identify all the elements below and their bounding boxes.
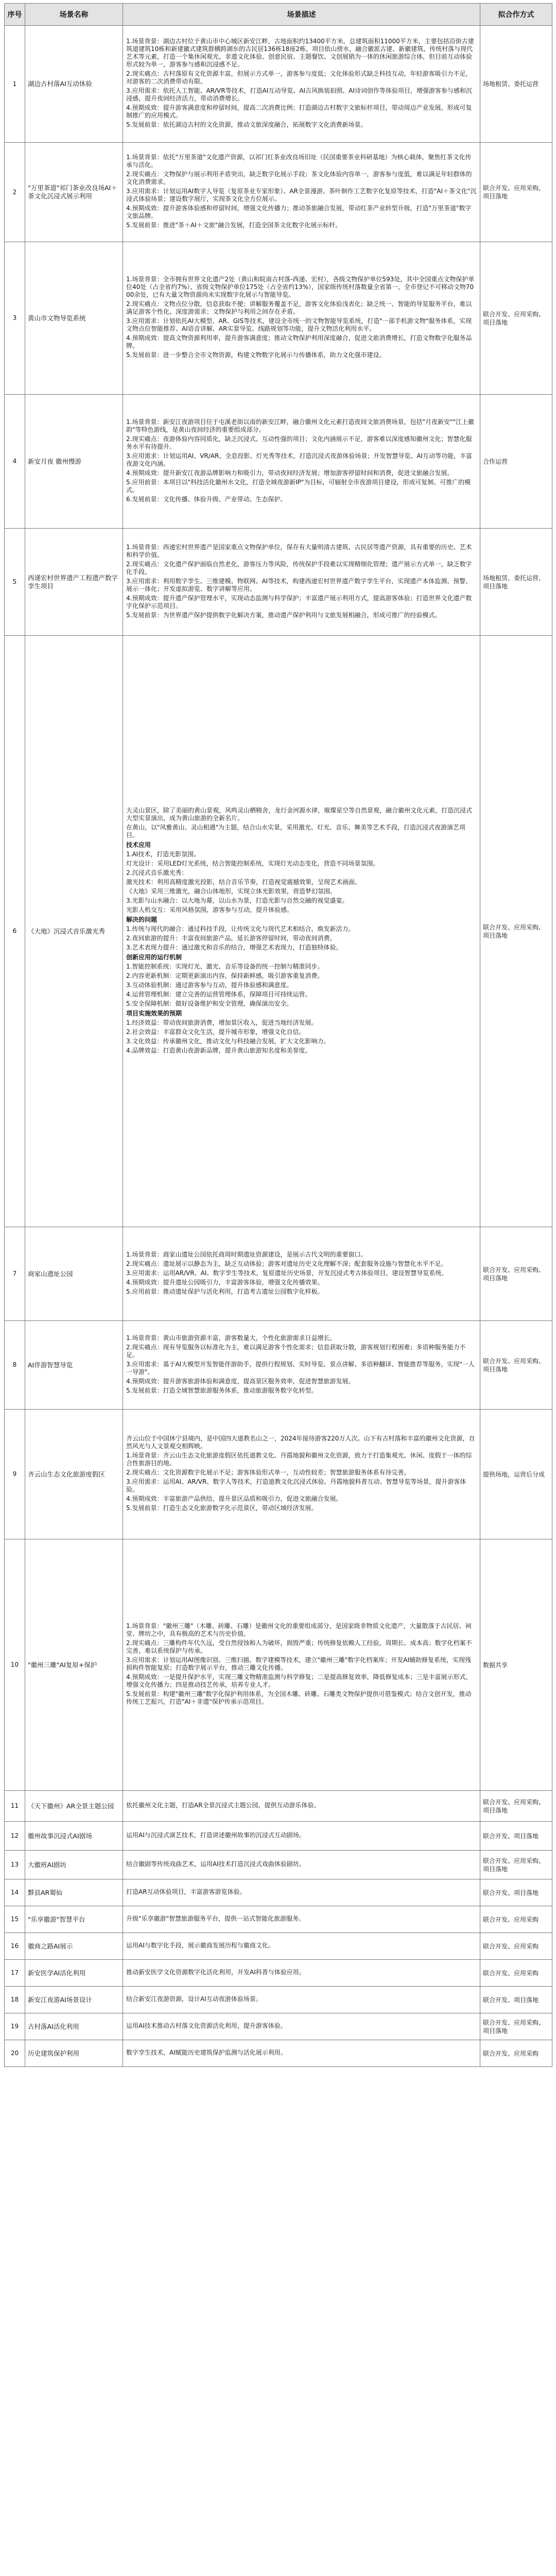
- row-scenario-name: 新安月夜 徽州慢游: [25, 395, 123, 529]
- row-seq: 6: [5, 636, 25, 1227]
- description-paragraph: 推动新安医学文化资源数字化活化利用，开发AI科普与体验应用。: [126, 1968, 305, 1976]
- description-paragraph: 1.场景背景：黄山市旅游资源丰富，游客数量大，个性化旅游需求日益增长。: [126, 1334, 336, 1342]
- header-coop: 拟合作方式: [480, 4, 552, 26]
- scenario-table: [4, 3, 552, 2067]
- description-paragraph: 2.现实痛点：文化遗产保护面临自然老化、游客压力等风险，传统保护手段难以实现精细化管理；遗产展示方式单一，缺乏数字化手段。: [126, 560, 472, 575]
- row-cooperation-mode: 数据共享: [480, 1539, 552, 1791]
- description-paragraph: 结合新安江夜游资源，设计AI互动夜游体验场景。: [126, 1995, 262, 2003]
- description-paragraph: 5.发展前景：构建"徽州三雕"数字化保护利用体系，为全国木雕、砖雕、石雕类文物保护提供可借鉴模式；结合文创开发，推动传统工艺振兴，打造"AI＋非遗"保护传承示范项目。: [126, 1690, 472, 1705]
- description-paragraph: 2.现实痛点：三雕构件年代久远，受自然侵蚀和人为破坏，损毁严重；传统修复依赖人工经验，周期长、成本高；数字化档案不完善，难以系统保护与传承。: [126, 1639, 472, 1654]
- description-paragraph: 4.预期成效：丰富旅游产品供给，提升景区品质和吸引力，促进文旅融合发展。: [126, 1495, 342, 1502]
- row-seq: 13: [5, 1851, 25, 1879]
- description-paragraph: 3.应用需求：利用数字孪生、三维建模、物联网、AI等技术，构建西递宏村世界遗产数字孪生平台，实现遗产本体监测、预警、展示一体化；开发虚拟游览、数字讲解等应用。: [126, 577, 472, 592]
- row-description: [123, 1879, 480, 1906]
- row-description: [123, 1933, 480, 1960]
- description-paragraph: 2.社会效益：丰富群众文化生活，提升城市形象，增强文化自信。: [126, 1028, 305, 1036]
- row-description: [123, 1539, 480, 1791]
- description-paragraph: 打造AR互动体验项目，丰富游客游览体验。: [126, 1888, 246, 1895]
- row-seq: 11: [5, 1791, 25, 1822]
- description-paragraph: 6.发展前景：文化传播、体验升级、产业带动、生态保护。: [126, 495, 287, 503]
- row-seq: 9: [5, 1410, 25, 1539]
- row-description: [123, 1791, 480, 1822]
- row-cooperation-mode: 联合开发、应用采购、项目落地: [480, 1791, 552, 1822]
- description-paragraph: 5.发展前景：依托湖边古村的文化资源，推动文旅深度融合，拓展数字文化消费新场景。: [126, 121, 367, 128]
- description-paragraph: 项目实施效果的预期: [126, 1009, 182, 1017]
- row-seq: 19: [5, 2013, 25, 2040]
- row-seq: 15: [5, 1906, 25, 1933]
- row-description: [123, 1851, 480, 1879]
- description-paragraph: 3.文化效益：传承徽州文化，推动文化与科技融合发展，扩大文化影响力。: [126, 1037, 330, 1045]
- description-paragraph: 2.现实痛点：古村落原有文化资源丰富，但展示方式单一，游客参与度低；文化体验形式缺乏科技互动，年轻游客吸引力不足，对游客的二次消费带动有限。: [126, 70, 472, 85]
- row-scenario-name: 西递宏村世界遗产工程遗产数字孪生项目: [25, 529, 123, 636]
- description-paragraph: 大灵山景区，除了美丽的黄山景观，风鸣灵山栖精舍，龙行金河源水律，璀璨星空等自然景观，融合徽州文化元素，打造沉浸式大型实景演出，成为黄山旅游的全新名片。: [126, 806, 473, 822]
- row-scenario-name: 新安医学AI活化利用: [25, 1960, 123, 1987]
- row-cooperation-mode: 联合开发、应用采购、项目落地: [480, 242, 552, 395]
- description-paragraph: 3.应用需求：计划运用AI、VR/AR、全息投影、灯光秀等技术，打造沉浸式夜游体验场景；开发智慧导览、AI互动等功能，丰富夜游文化内涵。: [126, 452, 473, 467]
- description-paragraph: 1.场景背景：西递宏村世界遗产是国家重点文物保护单位，保存有大量明清古建筑、古民居等遗产资源，具有重要的历史、艺术和科学价值。: [126, 543, 472, 558]
- table-row: [5, 242, 552, 395]
- row-description: [123, 143, 480, 242]
- table-row: [5, 529, 552, 636]
- row-description: [123, 636, 480, 1227]
- row-cooperation-mode: 联合开发、应用采购、项目落地: [480, 143, 552, 242]
- row-description: [123, 1410, 480, 1539]
- description-paragraph: 5.安全保障机制：做好设备维护和安全管理，确保演出安全。: [126, 999, 293, 1007]
- row-scenario-name: "乐享徽游"智慧平台: [25, 1906, 123, 1933]
- table-body: [5, 26, 552, 2067]
- row-cooperation-mode: 联合开发、项目落地: [480, 1879, 552, 1906]
- table-row: [5, 1227, 552, 1321]
- description-paragraph: 5.发展前景：打造全域智慧旅游服务体系，推动旅游服务数字化转型。: [126, 1386, 318, 1394]
- description-paragraph: 1.场景背景：湖边古村位于黄山市中心城区新安江畔，古地面积约13400平方米，总建筑面积11000平方米，主要包括沿街古建筑道建筑10栋和新建徽式建筑群横跨湖东的古民居136栋18座2栋，项目依山傍水，融合徽派古建、新徽建筑、传统村落与现代艺术等元素，打造一个集休闲观光、非遗文化体验、创意民宿、主题餐饮、文创展销为一体的休闲旅游综合体，但目前互动体验形式较为单一，游客参与感和沉浸感不足。: [126, 38, 474, 68]
- description-paragraph: 3.应用需求：计划运用AI图像识别、三维扫描、数字建模等技术，建立"徽州三雕"数字化档案库；开发AI辅助修复系统，实现残损构件智能复原；打造数字展示平台，推动三雕文化传播。: [126, 1656, 471, 1671]
- row-scenario-name: 黄山市文物导览系统: [25, 242, 123, 395]
- row-scenario-name: 黟县AR蜀仙: [25, 1879, 123, 1906]
- description-paragraph: 《大地》采用三维激光，融合山体地形，实现立体光影效果，营造梦幻氛围。: [126, 887, 337, 895]
- description-paragraph: 创新应用的运行机制: [126, 953, 182, 961]
- description-paragraph: 3.应用需求：依托人工智能、AR/VR等技术，打造AI互动导览、AI古风换装拍照、AI诗词创作等体验项目，增强游客参与感和沉浸感，提升夜间经济活力，带动消费增长。: [126, 87, 472, 102]
- row-cooperation-mode: 联合开发、应用采购: [480, 1906, 552, 1933]
- row-scenario-name: 历史建筑保护利用: [25, 2040, 123, 2067]
- description-paragraph: 2.现实痛点：文化资源数字化展示不足；游客体验形式单一，互动性较差；智慧旅游服务体系有待完善。: [126, 1469, 410, 1476]
- row-description: [123, 529, 480, 636]
- row-cooperation-mode: 联合开发、应用采购: [480, 1933, 552, 1960]
- table-row: [5, 636, 552, 1227]
- row-seq: 16: [5, 1933, 25, 1960]
- table-row: [5, 26, 552, 143]
- row-seq: 12: [5, 1822, 25, 1851]
- description-paragraph: 3.应用需求：计划运用AI数字人导览（复原茶业专家形象）、AR全景漫游、茶叶制作工艺数字化复原等技术，打造"AI＋茶文化"沉浸式体验场景；建设数字展厅，实现茶文化全方位展示。: [126, 188, 477, 202]
- table-row: [5, 1539, 552, 1791]
- description-paragraph: 2.现实痛点：夜游体验内容同质化，缺乏沉浸式、互动性强的项目；文化内涵展示不足，游客难以深度感知徽州文化；智慧化服务水平有待提升。: [126, 435, 472, 450]
- row-cooperation-mode: 提供场地，运营后分成: [480, 1410, 552, 1539]
- description-paragraph: 2.现实痛点：文物点位分散，信息获取不便；讲解服务覆盖不足，游客文化体验浅表化；缺乏统一、智能的导览服务平台，难以满足游客个性化、深度游需求；文物保护与利用之间存在矛盾。: [126, 300, 472, 315]
- description-paragraph: 4.预期成效：提升游客体验感和停留时间，增强文化传播力；推动茶旅融合发展，带动红茶产业转型升级，打造"万里茶道"数字文旅品牌。: [126, 205, 472, 219]
- description-paragraph: 4.品牌效益：打造黄山夜游新品牌，提升黄山旅游知名度和美誉度。: [126, 1046, 311, 1054]
- description-paragraph: 依托徽州文化主题，打造AR全景沉浸式主题公园，提供互动游乐体验。: [126, 1801, 320, 1809]
- row-description: [123, 395, 480, 529]
- description-paragraph: 1.场景背景：新安江夜游项目位于屯溪老街以南的新安江畔，融合徽州文化元素打造夜间文旅消费场景，包括"月夜新安""江上徽韵"等特色游线，是黄山夜间经济的重要组成部分。: [126, 418, 475, 433]
- row-seq: 18: [5, 1987, 25, 2013]
- row-scenario-name: "徽州三雕"AI复原+保护: [25, 1539, 123, 1791]
- description-paragraph: 升级"乐享徽游"智慧旅游服务平台，提供一站式智能化旅游服务。: [126, 1914, 305, 1922]
- description-paragraph: 2.现实痛点：现有导览服务以标准化为主，难以满足游客个性化需求；信息获取分散，游客规划行程困难；多语种服务能力不足。: [126, 1343, 466, 1359]
- row-cooperation-mode: 合作运营: [480, 395, 552, 529]
- row-cooperation-mode: 联合开发、应用采购、项目落地: [480, 1227, 552, 1321]
- row-seq: 8: [5, 1321, 25, 1410]
- description-paragraph: 1.场景背景：商家山遗址公园依托商周时期遗址资源建设，是展示古代文明的重要窗口。: [126, 1250, 367, 1258]
- description-paragraph: 5.发展前景：推进"茶＋AI＋文旅"融合发展，打造全国茶文化数字化展示标杆。: [126, 222, 342, 229]
- table-row: [5, 1791, 552, 1822]
- table-row: [5, 1987, 552, 2013]
- row-cooperation-mode: 联合开发、应用采购、项目落地: [480, 636, 552, 1227]
- row-seq: 7: [5, 1227, 25, 1321]
- row-description: [123, 1987, 480, 2013]
- row-description: [123, 1227, 480, 1321]
- description-paragraph: 4.预期成效：提高文物资源利用率，提升游客满意度；推动文物保护利用深度融合，促进文旅消费增长，打造文物数字化服务品牌。: [126, 334, 472, 349]
- table-row: [5, 1879, 552, 1906]
- description-paragraph: 运用AI与沉浸式演艺技术，打造讲述徽州故事的沉浸式互动剧场。: [126, 1831, 305, 1839]
- row-scenario-name: 《天下徽州》AR全景主题公园: [25, 1791, 123, 1822]
- description-paragraph: 5.发展前景：进一步整合全市文物资源，构建文物数字化展示与传播体系，助力文化强市建设。: [126, 351, 386, 359]
- row-seq: 3: [5, 242, 25, 395]
- row-description: [123, 2013, 480, 2040]
- description-paragraph: 2.现实痛点：文物保护与展示利用矛盾突出，缺乏数字化展示手段；茶文化体验内容单一，游客参与度低，难以满足年轻群体的文化消费需求。: [126, 171, 472, 185]
- row-scenario-name: 大徽班AI剧坊: [25, 1851, 123, 1879]
- table-row: [5, 395, 552, 529]
- row-scenario-name: 新安江夜游AI场景设计: [25, 1987, 123, 2013]
- row-seq: 2: [5, 143, 25, 242]
- table-row: [5, 2040, 552, 2067]
- description-paragraph: 3.艺术表现力提升：通过激光和音乐的结合，增强艺术表现力，打造独特体验。: [126, 943, 342, 951]
- row-seq: 5: [5, 529, 25, 636]
- row-seq: 20: [5, 2040, 25, 2067]
- description-paragraph: 激光技术：利用高精度激光投影，结合音乐节奏，打造视觉震撼效果，呈现艺术画面。: [126, 878, 361, 886]
- description-paragraph: 4.预期成效：一是提升保护水平，实现三雕文物精准监测与科学修复；二是提高修复效率，降低修复成本；三是丰富展示形式，增强文化传播力；四是推动技艺传承，培养专业人才。: [126, 1673, 472, 1688]
- row-cooperation-mode: 场地租赁、委托运营: [480, 26, 552, 143]
- row-seq: 10: [5, 1539, 25, 1791]
- description-paragraph: 在黄山，以"风雅黄山、灵山相遇"为主题，结合山水实景，采用激光、灯光、音乐、舞美等艺术手段，打造沉浸式夜游演艺项目。: [126, 823, 466, 839]
- description-paragraph: 2.内容更新机制：定期更新演出内容，保持新鲜感，吸引游客重复消费。: [126, 972, 324, 979]
- description-paragraph: 运用AI技术推动古村落文化资源活化利用，提升游客体验。: [126, 2022, 287, 2029]
- row-description: [123, 1321, 480, 1410]
- description-paragraph: 4.运营管理机制：建立完善的运营管理体系，保障项目可持续运营。: [126, 990, 311, 998]
- row-seq: 4: [5, 395, 25, 529]
- description-paragraph: 齐云山位于中国休宁县境内，是中国四大道教名山之一，2024年接待游客220万人次。山下有古村落和丰富的徽州文化资源，自然风光与人文景观交相辉映。: [126, 1435, 475, 1450]
- description-paragraph: 灯光设计：采用LED灯光系统，结合智能控制系统，实现灯光动态变化，营造不同场景氛围。: [126, 859, 379, 867]
- description-paragraph: 1.经济效益：带动夜间旅游消费，增加景区收入，促进当地经济发展。: [126, 1019, 318, 1026]
- table-row: [5, 1851, 552, 1879]
- description-paragraph: 2.现实痛点：遗址展示以静态为主，缺乏互动体验；游客对遗址历史文化理解不深；配套服务设施与智慧化水平不足。: [126, 1260, 447, 1267]
- row-description: [123, 26, 480, 143]
- row-description: [123, 1822, 480, 1851]
- description-paragraph: 1.场景背景：全市拥有世界文化遗产2处（黄山和皖南古村落-西递、宏村），各级文物保护单位593处，其中全国重点文物保护单位40处（占全省约7%）、省级文物保护单位175处（占全省约13%），国家级传统村落数量全省第一，全市登记不可移动文物7000余处，已有大量文物资源尚未实现数字化展示与智能导览。: [126, 276, 475, 298]
- table-row: [5, 1321, 552, 1410]
- table-header-row: [5, 4, 552, 26]
- description-paragraph: 5.发展前景：打造生态文化旅游数字化示范景区，带动区域经济发展。: [126, 1504, 318, 1512]
- description-paragraph: 1.智能控制系统：实现灯光、激光、音乐等设备的统一控制与精准同步。: [126, 962, 324, 970]
- description-paragraph: 数字孪生技术，AI赋能历史建筑保护监测与活化展示利用。: [126, 2048, 287, 2056]
- row-seq: 17: [5, 1960, 25, 1987]
- description-paragraph: 4.预期成效：提升新安江夜游品牌影响力和吸引力，带动夜间经济发展；增加游客停留时间和消费，促进文旅融合发展。: [126, 469, 454, 477]
- description-paragraph: 1.场景背景："徽州三雕"（木雕、砖雕、石雕）是徽州文化的重要组成部分，是国家级非物质文化遗产，大量散落于古民居、祠堂、牌坊之中，具有极高的艺术与历史价值。: [126, 1622, 472, 1637]
- table-row: [5, 1822, 552, 1851]
- description-paragraph: 5.发展前景：为世界遗产保护提供数字化解决方案，推动遗产保护利用与文旅发展相融合，形成可推广的经验模式。: [126, 611, 441, 619]
- description-paragraph: 4.预期成效：提升遗址公园吸引力，丰富游客体验，增强文化传播效果。: [126, 1278, 324, 1286]
- description-paragraph: 5.应用前景：本项目以"科技活化徽州水文化，打造全域夜游新IP"为目标，可辐射全市夜游项目建设，形成可复制、可推广的模式。: [126, 478, 471, 494]
- description-paragraph: 3.应用需求：计划依托AI大模型、AR、GIS等技术，建设全市统一的文物智能导览系统，打造"一部手机游文物"服务体系，实现文物点位智能推荐、AI语音讲解、AR实景导览、线路规划等功能，提升文物活化利用水平。: [126, 317, 472, 332]
- table-row: [5, 1410, 552, 1539]
- row-scenario-name: 《大地》沉浸式音乐激光秀: [25, 636, 123, 1227]
- header-name: 场景名称: [25, 4, 123, 26]
- row-description: [123, 242, 480, 395]
- description-paragraph: 3.应用需求：运用AI、AR/VR、数字人等技术，打造道教文化沉浸式体验、丹霞地貌科普互动、智慧导览等场景，提升游客体验。: [126, 1478, 466, 1493]
- description-paragraph: 1.AI技术，打造光影氛围。: [126, 850, 200, 858]
- description-paragraph: 3.应用需求：运用AR/VR、AI、数字孪生等技术，复原遗址历史场景，开发沉浸式考古体验项目，建设智慧导览系统。: [126, 1269, 448, 1277]
- description-paragraph: 4.预期成效：提升游客满意度和停留时间，提高二次消费比例；打造湖边古村数字文旅标杆项目，带动周边产业发展，形成可复制推广的应用模式。: [126, 104, 472, 119]
- description-paragraph: 3.光影与山水融合：以大地为幕，以山水为景，打造光影与自然交融的视觉盛宴。: [126, 896, 349, 904]
- row-cooperation-mode: 场地租赁、委托运营、项目落地: [480, 529, 552, 636]
- row-cooperation-mode: 联合开发、应用采购: [480, 1960, 552, 1987]
- row-scenario-name: 徽州故事沉浸式AI剧场: [25, 1822, 123, 1851]
- description-paragraph: 1.场景背景：依托"万里茶道"文化遗产资源，以祁门红茶业改良场旧址（民国重要茶业科研基地）为核心载体，聚焦红茶文化传承与活化。: [126, 154, 472, 168]
- description-paragraph: 1.场景背景：齐云山生态文化旅游度假区依托道教文化、丹霞地貌和徽州文化资源，致力于打造集观光、休闲、度假于一体的综合性旅游目的地。: [126, 1452, 472, 1467]
- description-paragraph: 1.传统与现代的融合：通过科技手段，让传统文化与现代艺术相结合，焕发新活力。: [126, 925, 355, 933]
- row-cooperation-mode: 联合开发、项目落地: [480, 1987, 552, 2013]
- description-paragraph: 结合徽剧等传统戏曲艺术，运用AI技术打造沉浸式戏曲体验剧坊。: [126, 1860, 305, 1868]
- description-paragraph: 3.互动体验机制：通过游客参与互动，提升体验感和满意度。: [126, 981, 293, 989]
- description-paragraph: 解决的问题: [126, 916, 158, 923]
- row-scenario-name: 齐云山生态文化旅游度假区: [25, 1410, 123, 1539]
- header-seq: 序号: [5, 4, 25, 26]
- table-row: [5, 1960, 552, 1987]
- row-scenario-name: 商家山遗址公园: [25, 1227, 123, 1321]
- row-cooperation-mode: 联合开发、应用采购、项目落地: [480, 2013, 552, 2040]
- row-scenario-name: "万里茶道"祁门茶业改良场AI＋茶文化沉浸式展示利用: [25, 143, 123, 242]
- table-row: [5, 2013, 552, 2040]
- table-row: [5, 1933, 552, 1960]
- row-cooperation-mode: 联合开发、应用采购: [480, 2040, 552, 2067]
- description-paragraph: 技术应用: [126, 841, 151, 849]
- description-paragraph: 2.沉浸式音乐激光秀：: [126, 869, 188, 876]
- row-description: [123, 1906, 480, 1933]
- row-cooperation-mode: 联合开发、应用采购、项目落地: [480, 1321, 552, 1410]
- description-paragraph: 3.应用需求：基于AI大模型开发智能伴游助手，提供行程规划、实时导览、景点讲解、多语种翻译、智能推荐等服务，实现"一人一导游"。: [126, 1360, 475, 1376]
- table-row: [5, 143, 552, 242]
- row-cooperation-mode: 联合开发、项目落地: [480, 1822, 552, 1851]
- description-paragraph: 4.预期成效：提升游客旅游体验和满意度，提高景区服务效率，促进智慧旅游发展。: [126, 1377, 355, 1385]
- description-paragraph: 4.预期成效：提升遗产保护管理水平，实现动态监测与科学保护；丰富遗产展示利用方式，提高游客体验；打造世界文化遗产数字化保护示范项目。: [126, 594, 472, 609]
- row-scenario-name: 古村落AI活化利用: [25, 2013, 123, 2040]
- row-description: [123, 1960, 480, 1987]
- description-paragraph: 运用AI与数字化手段，展示徽商发展历程与徽商文化。: [126, 1941, 274, 1949]
- row-scenario-name: 徽商之路AI展示: [25, 1933, 123, 1960]
- table-row: [5, 1906, 552, 1933]
- row-scenario-name: AI伴游智慧导览: [25, 1321, 123, 1410]
- row-scenario-name: 湖边古村落AI互动体验: [25, 26, 123, 143]
- row-cooperation-mode: 联合开发、应用采购、项目落地: [480, 1851, 552, 1879]
- row-seq: 1: [5, 26, 25, 143]
- description-paragraph: 光影人机交互：采用风格氛围，游客参与互动，提升体验感。: [126, 906, 293, 913]
- header-desc: 场景描述: [123, 4, 480, 26]
- description-paragraph: 5.应用前景：推动遗址保护与活化利用，打造考古遗址公园数字化样板。: [126, 1287, 324, 1295]
- row-description: [123, 2040, 480, 2067]
- description-paragraph: 2.夜间旅游的提升：丰富夜间旅游产品，延长游客停留时间，带动夜间消费。: [126, 934, 336, 942]
- row-seq: 14: [5, 1879, 25, 1906]
